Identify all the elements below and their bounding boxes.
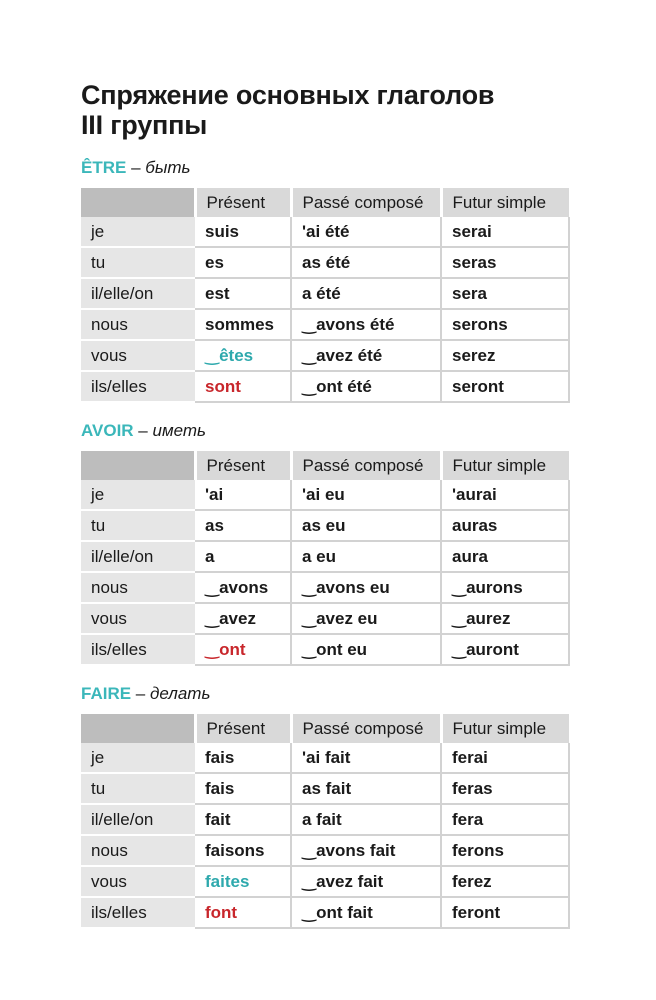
present-cell: fait [195,804,291,835]
pronoun-cell: il/elle/on [81,541,195,572]
table-row [81,634,569,665]
present-cell: est [195,278,291,309]
passe-cell: as eu [291,510,441,541]
verb-section-avoir [81,419,569,666]
verb-name: ÊTRE [81,158,127,177]
passe-cell: ‿ont été [291,371,441,402]
pronoun-cell: nous [81,572,195,603]
pronoun-cell: nous [81,309,195,340]
table-row [81,804,569,835]
header-passe-compose: Passé composé [291,714,441,743]
present-cell: as [195,510,291,541]
header-futur-simple: Futur simple [441,188,569,217]
table-row [81,743,569,773]
table-row [81,603,569,634]
header-present: Présent [195,714,291,743]
verb-translation: быть [145,158,191,177]
pronoun-cell: ils/elles [81,634,195,665]
present-cell: 'ai [195,480,291,510]
pronoun-cell: ils/elles [81,897,195,928]
pronoun-cell: je [81,743,195,773]
verb-dash: – [133,421,153,440]
present-cell: a [195,541,291,572]
futur-cell: serez [441,340,569,371]
page-title [81,80,569,140]
present-cell: fais [195,743,291,773]
futur-cell: aura [441,541,569,572]
pronoun-cell: il/elle/on [81,278,195,309]
passe-cell: a eu [291,541,441,572]
futur-cell: fera [441,804,569,835]
present-cell: ‿avons [195,572,291,603]
passe-cell: ‿avez eu [291,603,441,634]
verb-translation: делать [149,684,211,703]
present-cell-highlight: faites [195,866,291,897]
verb-name: AVOIR [81,421,134,440]
table-row [81,247,569,278]
header-present: Présent [195,451,291,480]
pronoun-cell: vous [81,340,195,371]
pronoun-cell: vous [81,866,195,897]
futur-cell: 'aurai [441,480,569,510]
pronoun-cell: je [81,480,195,510]
futur-cell: ‿aurons [441,572,569,603]
passe-cell: 'ai eu [291,480,441,510]
passe-cell: ‿avons fait [291,835,441,866]
verb-dash: – [131,684,150,703]
present-cell: ‿avez [195,603,291,634]
futur-cell: serai [441,217,569,247]
verb-dash: – [126,158,146,177]
header-futur-simple: Futur simple [441,714,569,743]
futur-cell: ferai [441,743,569,773]
passe-cell: a été [291,278,441,309]
passe-cell: 'ai fait [291,743,441,773]
table-row [81,835,569,866]
header-passe-compose: Passé composé [291,188,441,217]
header-passe-compose: Passé composé [291,451,441,480]
table-row [81,773,569,804]
passe-cell: as été [291,247,441,278]
table-header-row [81,451,569,480]
passe-cell: ‿avons eu [291,572,441,603]
pronoun-cell: nous [81,835,195,866]
header-futur-simple: Futur simple [441,451,569,480]
present-cell: faisons [195,835,291,866]
passe-cell: ‿avez été [291,340,441,371]
passe-cell: as fait [291,773,441,804]
passe-cell: a fait [291,804,441,835]
conjugation-table-avoir [81,451,570,666]
pronoun-cell: tu [81,510,195,541]
verb-heading [81,156,569,180]
passe-cell: ‿avons été [291,309,441,340]
passe-cell: ‿avez fait [291,866,441,897]
present-cell: es [195,247,291,278]
futur-cell: feront [441,897,569,928]
table-row [81,897,569,928]
verb-section-faire [81,682,569,929]
futur-cell: feras [441,773,569,804]
title-line-2: III группы [81,110,208,140]
pronoun-cell: je [81,217,195,247]
table-header-row [81,188,569,217]
futur-cell: ferons [441,835,569,866]
conjugation-table-etre [81,188,570,403]
futur-cell: ‿aurez [441,603,569,634]
present-cell: sommes [195,309,291,340]
table-row [81,510,569,541]
present-cell: fais [195,773,291,804]
passe-cell: ‿ont eu [291,634,441,665]
header-corner [81,451,195,480]
futur-cell: ‿auront [441,634,569,665]
table-row [81,866,569,897]
verb-translation: иметь [152,421,206,440]
futur-cell: serons [441,309,569,340]
table-row [81,278,569,309]
table-row [81,480,569,510]
conjugation-table-faire [81,714,570,929]
header-corner [81,714,195,743]
verb-heading [81,682,569,706]
page-content [81,80,569,929]
pronoun-cell: vous [81,603,195,634]
present-cell-highlight: font [195,897,291,928]
passe-cell: 'ai été [291,217,441,247]
verb-name: FAIRE [81,684,132,703]
table-row [81,371,569,402]
pronoun-cell: il/elle/on [81,804,195,835]
futur-cell: ferez [441,866,569,897]
present-cell: suis [195,217,291,247]
verb-heading [81,419,569,443]
header-present: Présent [195,188,291,217]
verb-section-etre [81,156,569,403]
present-cell-highlight: ‿ont [195,634,291,665]
table-row [81,340,569,371]
table-row [81,572,569,603]
futur-cell: sera [441,278,569,309]
present-cell-highlight: ‿êtes [195,340,291,371]
pronoun-cell: tu [81,247,195,278]
table-row [81,541,569,572]
table-row [81,309,569,340]
pronoun-cell: ils/elles [81,371,195,402]
title-line-1: Спряжение основных глаголов [81,80,495,110]
present-cell-highlight: sont [195,371,291,402]
table-header-row [81,714,569,743]
futur-cell: seras [441,247,569,278]
futur-cell: seront [441,371,569,402]
table-row [81,217,569,247]
futur-cell: auras [441,510,569,541]
pronoun-cell: tu [81,773,195,804]
passe-cell: ‿ont fait [291,897,441,928]
header-corner [81,188,195,217]
